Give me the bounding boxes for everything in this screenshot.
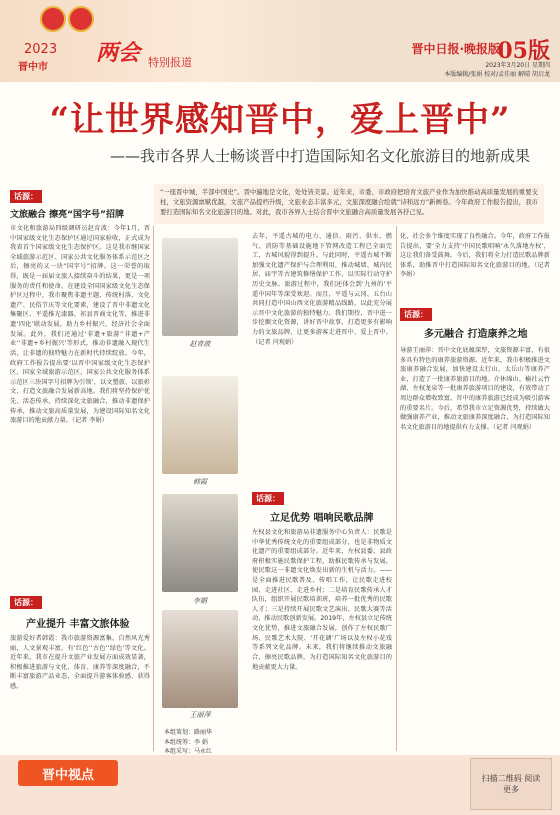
left-top-tag: 话源：	[10, 190, 42, 203]
left-top-body: 市文化和旅游局四级调研员赵育波：今年1月，晋中国家级文化生态保护区通过国家验收，正式成为我省首个国家级文化生态保护区。这是我市继国家全域旅游示范区、国家公共文化服务体系示范区之后，擦亮的又一块“国字号”招牌。这一荣誉的取得，既是一届届文旅人接续奋斗的结果，更是一项服务的责任和使命。在建设全国国家级文化生态保护区过程中，我市聚焦非遗主题、传统村落、文化遗产、民俗节庆等文化要素，建设了晋中非遗文化集聚区、平遥推光漆器、祁县晋商文化等，推进非遗‘四化’联动发展，助力乡村振兴、经济社会全面发展。此外，我们还通过‘非遗+旅游’‘非遗+产业’‘非遗+乡村振兴’等形式，推动非遗融入现代生活，让非遗的独特魅力在新时代持续绽放。今年，政府工作报告提出要‘以晋中国家级文化生态保护区、国家全域旅游示范区、国家公共文化服务体系示范区三块国字号招牌为引领’，以文塑旅、以旅彰文，打造文旅融合发展新高地。我们将坚持保护优先、活态传承，持续深化文旅融合，推动非遗保护传承，推动文旅高质量发展，为建设国际知名文化旅游目的地贡献力量。（记者 李娟）	[10, 225, 150, 425]
lead-text: “一座晋中城，半部中国史”。晋中遍地是文化，处处皆美景。近年来，市委、市政府把培育文旅产业作为加快推动高质量发展的重要支柱，文旅资源禀赋优越，文旅产品提档升级，文旅业态丰富多元，文旅深度融合绘就“诗和远方”新画卷。今年政府工作报告提出，我市要打造国际知名文化旅游目的地。对此，我市各界人士结合晋中文旅融合高质量发展各抒己见。	[160, 188, 538, 216]
mid-top-body: 去年，平遥古城的电力、通信、雨污、供水、燃气、消防等基础设施地下管网改造工程已全面完工，古城风貌得到提升。与此同时，平遥古城不断加强文化遗产保护与合理利用，推动城墙、城内民居、庙宇等古建筑修缮保护工作，以实际行动守护历史文脉。旅游过程中，我们还体会到‘九州的’平遥中国年等深受欢迎。而且，平遥与云冈、五台山共同打造中国山西文化旅游精品线路，以此充分展示晋中文化旅游的独特魅力。我们期待，晋中进一步挖掘文化资源，讲好晋中故事，打造更多有影响力的文旅品牌，让更多游客走进晋中、爱上晋中。（记者 闫观娟）	[252, 233, 392, 346]
right-bottom-tag: 话源：	[400, 308, 432, 321]
paper-name: 晋中日报·晚报版	[411, 42, 500, 56]
right-top-article	[400, 232, 550, 292]
date-line: 2023年3月20日 星期四	[485, 62, 550, 69]
column-divider	[153, 226, 154, 751]
column-divider-2	[396, 226, 397, 751]
sessions-title: 两会	[96, 40, 141, 66]
credit-writing: 本组采写：马永红	[164, 748, 213, 756]
date-editor-line	[444, 60, 550, 78]
right-top-body: 化，社会多个维度实现了良性融合。今年，政府工作报告提出，要‘全力支持’中国民歌唱响‘永久落地左权’，这让我们备受鼓舞。今后，我们将全力打造民歌品牌新体系，助推晋中打造国际知名文化旅游目的地。（记者 李娟）	[400, 233, 550, 279]
portrait-photo-4	[162, 610, 238, 708]
photo-caption-2: 韩霞	[193, 478, 207, 486]
left-bottom-tag: 话源：	[10, 596, 42, 609]
special-report-label: 特别报道	[148, 56, 192, 69]
left-bottom-body: 旅游爱好者韩霞：我市旅游资源富集，自然风光秀丽，人文景观丰富，有‘红色’‘古色’‘绿色’等文化。近年来，我市在提升文旅产业发展方面成效显著，积极推进旅游与文化、体育、康养等深度融合，不断丰富旅游产品业态，全面提升游客体验感、获得感。	[10, 635, 150, 691]
credit-planning: 本组策划：路丽华	[164, 729, 213, 736]
left-top-title: 文旅融合 擦亮“国字号”招牌	[10, 210, 124, 220]
footer-badge	[18, 760, 118, 786]
credit-coordination: 本组统筹：李 娟	[164, 738, 208, 746]
photo-caption-4: 王丽萍	[189, 711, 211, 719]
photo-caption-1: 赵育波	[189, 340, 211, 348]
main-headline: “让世界感知晋中，爱上晋中”	[49, 100, 511, 140]
mid-top-article	[252, 232, 392, 480]
masthead	[0, 0, 560, 82]
portrait-photo-1	[162, 238, 238, 336]
portrait-photo-2	[162, 376, 238, 474]
portrait-photo-3	[162, 494, 238, 592]
right-bottom-article	[400, 302, 550, 741]
left-bottom-title: 产业提升 丰富文旅体验	[26, 619, 130, 630]
year-label: 2023	[24, 42, 58, 57]
mid-bottom-body: 左权县文化和旅游局非遗服务中心负责人：民歌是中华优秀传统文化的重要组成部分，也是非物质文化遗产的重要组成部分。近年来，左权县委、县政府积极实施民歌保护工程，助推民歌传承与发展，使民歌这一非遗文化焕发出新的生机与活力。——是全面推进民歌普及、传唱工作，让民歌走进校园、走进社区、走进乡村；二是培育民歌传承人才队伍，组织开展民歌培训班，培养一批优秀的民歌人才；三是持续开展民歌文艺演出、民歌大赛等活动，推动民歌创新发展。2019年，左权县立足传统文化优势，推进文旅融合发展，创作了左权民歌广场、民歌艺术大院、‘开花调’广场以及左权小花戏等系列文化品牌。未来，我们将继续推动文旅融合，擦亮民歌品牌，为打造国际知名文化旅游目的地贡献更大力量。	[252, 529, 392, 671]
mid-bottom-article	[252, 486, 392, 796]
left-bottom-article	[10, 590, 150, 754]
footer-badge-label: 晋中视点	[41, 767, 94, 783]
right-bottom-title: 多元融合 打造康养之地	[424, 329, 528, 340]
photo-caption-3: 李娟	[193, 597, 207, 605]
right-bottom-body: 导游王丽萍：晋中文化底蕴深厚，文旅资源丰富，有很多具有特色的康养旅游资源。近年来，我市积极推进文旅康养融合发展，加快建设太行山、太岳山等康养产业，打造了一批康养旅游目的地。介休绵山、榆社云竹湖、左权龙泉等一批康养旅游项目的建设，有效带动了周边群众增收致富。晋中的康养旅游已经成为吸引游客的重要名片。今后，希望我市立足资源优势，持续做大做强康养产业，推动文旅康养深度融合，为打造国际知名文化旅游目的地提供有力支撑。（记者 闫观娟）	[400, 347, 550, 431]
region-label: 晋中市	[18, 62, 48, 73]
special-title-block	[18, 8, 278, 74]
qr-corner-label: 扫描二维码 阅读更多	[481, 774, 541, 794]
page-number: 05版	[497, 38, 550, 64]
left-top-article	[10, 184, 150, 599]
qr-corner	[470, 758, 552, 810]
lead-box	[154, 184, 544, 224]
mid-bottom-tag: 话源：	[252, 492, 284, 505]
mid-bottom-title: 立足优势 唱响民歌品牌	[270, 513, 374, 524]
sub-headline: ——我市各界人士畅谈晋中打造国际知名文化旅游目的地新成果	[109, 147, 530, 165]
editors-line: 本版编辑/张娟 校对/孟佳丽 解晴 胡启龙	[444, 71, 550, 78]
